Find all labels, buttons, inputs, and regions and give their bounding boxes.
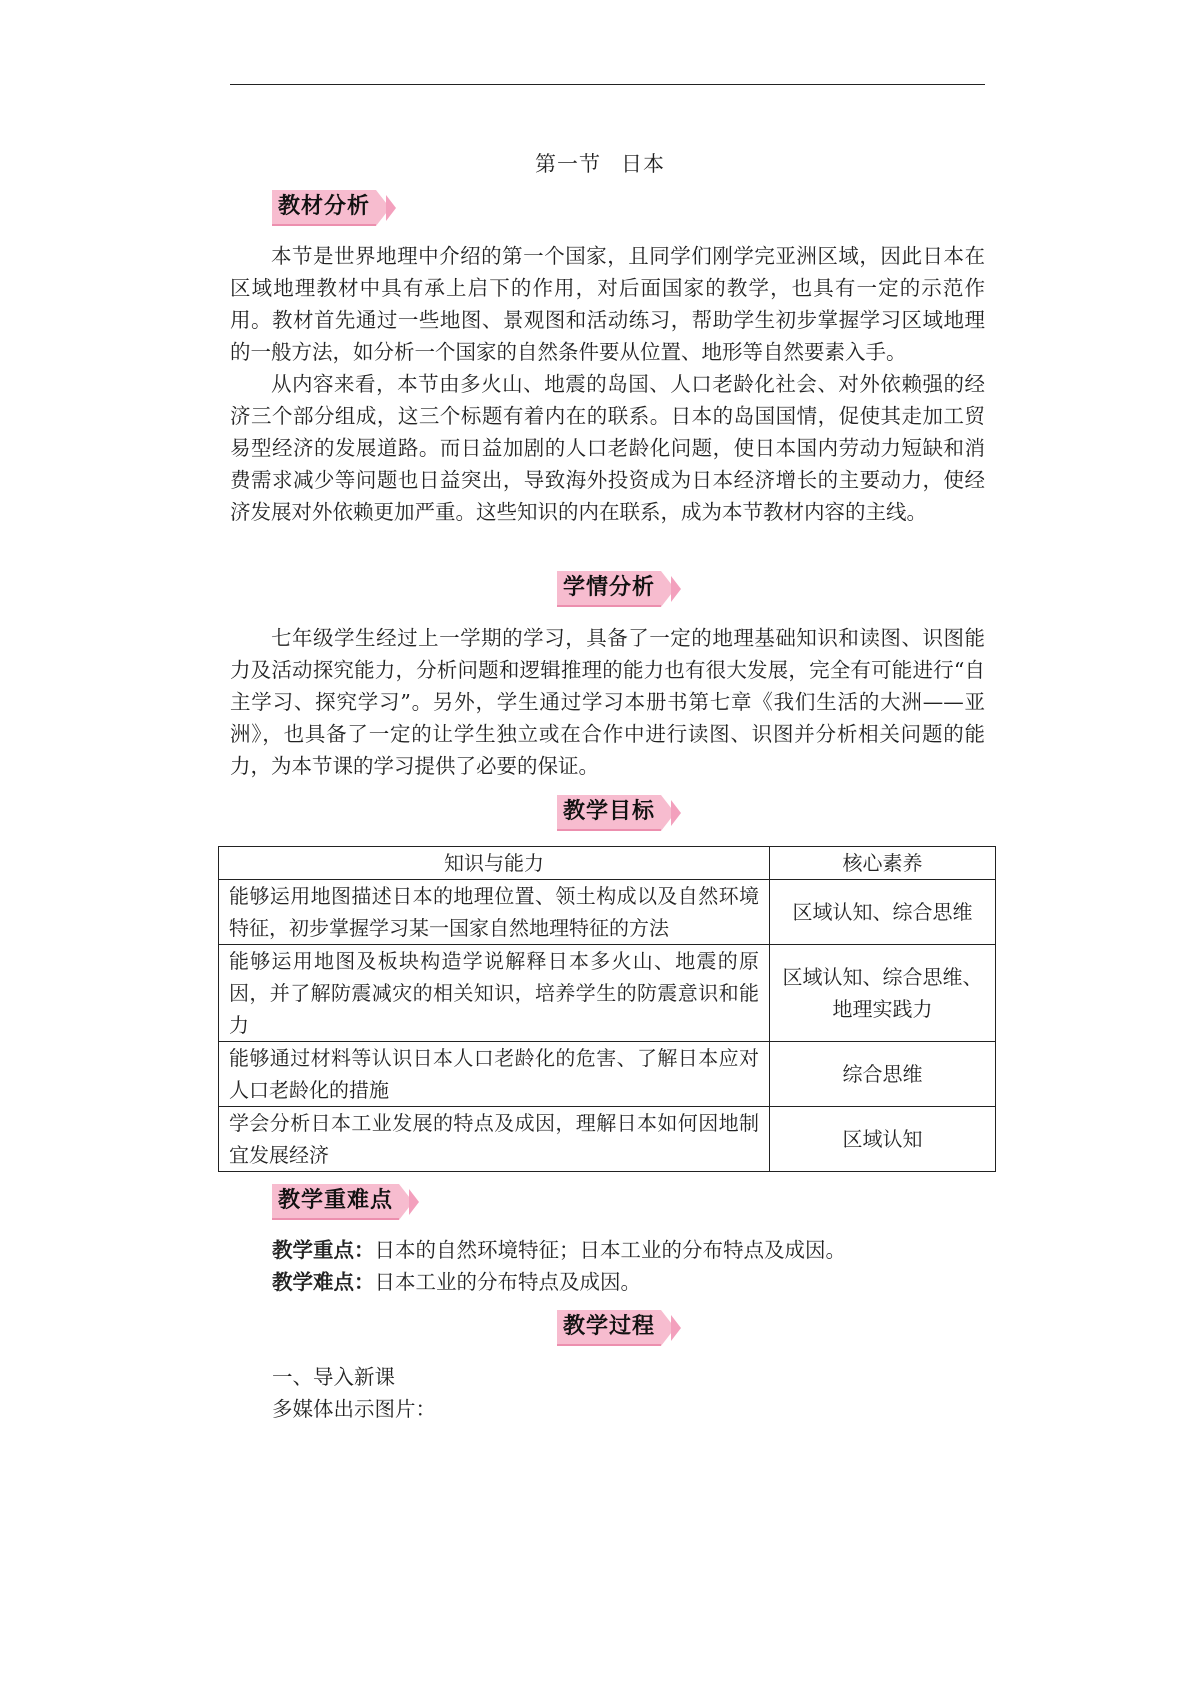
table-row: [219, 1042, 996, 1107]
table-cell-literacy: 区域认知、综合思维: [770, 880, 996, 945]
table-header-row: [219, 847, 996, 880]
key-point-line: [272, 1234, 846, 1266]
section-number: 第一节: [535, 152, 601, 176]
table-cell-literacy: 区域认知: [770, 1107, 996, 1172]
table-row: [219, 1107, 996, 1172]
textbook-analysis-paragraph-2: 从内容来看，本节由多火山、地震的岛国、人口老龄化社会、对外依赖强的经济三个部分组成，这三个标题有着内在的联系。日本的岛国国情，促使其走加工贸易型经济的发展道路。而日益加剧的人口老龄化问题，使日本国内劳动力短缺和消费需求减少等问题也日益突出，导致海外投资成为日本经济增长的主要动力，使经济发展对外依赖更加严重。这些知识的内在联系，成为本节教材内容的主线。: [230, 372, 985, 524]
table-row: [219, 945, 996, 1042]
heading-arrow-icon: [386, 195, 396, 221]
table-cell-knowledge: 学会分析日本工业发展的特点及成因，理解日本如何因地制宜发展经济: [219, 1107, 770, 1172]
heading-label: 教学重难点: [272, 1184, 399, 1220]
key-point-text: 日本的自然环境特征；日本工业的分布特点及成因。: [374, 1238, 846, 1262]
student-analysis-paragraph: 七年级学生经过上一学期的学习，具备了一定的地理基础知识和读图、识图能力及活动探究能力，分析问题和逻辑推理的能力也有很大发展，完全有可能进行“自主学习、探究学习”。另外，学生通过学习本册书第七章《我们生活的大洲——亚洲》，也具备了一定的让学生独立或在合作中进行读图、识图并分析相关问题的能力，为本节课的学习提供了必要的保证。: [230, 626, 985, 778]
heading-label: 教材分析: [272, 190, 376, 226]
heading-student-analysis: [557, 572, 681, 606]
difficult-point-label: 教学难点：: [272, 1270, 375, 1294]
heading-label: 教学过程: [557, 1310, 661, 1346]
table-cell-knowledge: 能够运用地图描述日本的地理位置、领土构成以及自然环境特征，初步掌握学习某一国家自然地理特征的方法: [219, 880, 770, 945]
teaching-goals-table: [218, 846, 996, 1172]
heading-label: 学情分析: [557, 571, 661, 607]
process-multimedia-line: 多媒体出示图片：: [272, 1397, 436, 1421]
heading-textbook-analysis: [272, 191, 396, 225]
section-name: 日本: [621, 152, 665, 176]
heading-teaching-process: [557, 1311, 681, 1345]
page-title: [0, 148, 1200, 178]
textbook-analysis-paragraph-1: 本节是世界地理中介绍的第一个国家，且同学们刚学完亚洲区域，因此日本在区域地理教材中具有承上启下的作用，对后面国家的教学，也具有一定的示范作用。教材首先通过一些地图、景观图和活动练习，帮助学生初步掌握学习区域地理的一般方法，如分析一个国家的自然条件要从位置、地形等自然要素入手。: [230, 244, 985, 364]
table-cell-knowledge: 能够运用地图及板块构造学说解释日本多火山、地震的原因，并了解防震减灾的相关知识，培养学生的防震意识和能力: [219, 945, 770, 1042]
difficult-point-text: 日本工业的分布特点及成因。: [374, 1270, 641, 1294]
difficult-point-line: [272, 1266, 641, 1298]
top-rule: [230, 84, 985, 85]
table-header-literacy: 核心素养: [770, 847, 996, 880]
table-header-knowledge: 知识与能力: [219, 847, 770, 880]
heading-key-difficult-points: [272, 1185, 419, 1219]
heading-label: 教学目标: [557, 795, 661, 831]
table-cell-literacy: 综合思维: [770, 1042, 996, 1107]
heading-arrow-icon: [671, 800, 681, 826]
table-cell-knowledge: 能够通过材料等认识日本人口老龄化的危害、了解日本应对人口老龄化的措施: [219, 1042, 770, 1107]
heading-arrow-icon: [671, 1315, 681, 1341]
heading-arrow-icon: [671, 576, 681, 602]
table-cell-literacy: 区域认知、综合思维、地理实践力: [770, 945, 996, 1042]
heading-arrow-icon: [409, 1189, 419, 1215]
heading-teaching-goals: [557, 796, 681, 830]
key-point-label: 教学重点：: [272, 1238, 375, 1262]
table-row: [219, 880, 996, 945]
process-step-intro: 一、导入新课: [272, 1365, 395, 1389]
